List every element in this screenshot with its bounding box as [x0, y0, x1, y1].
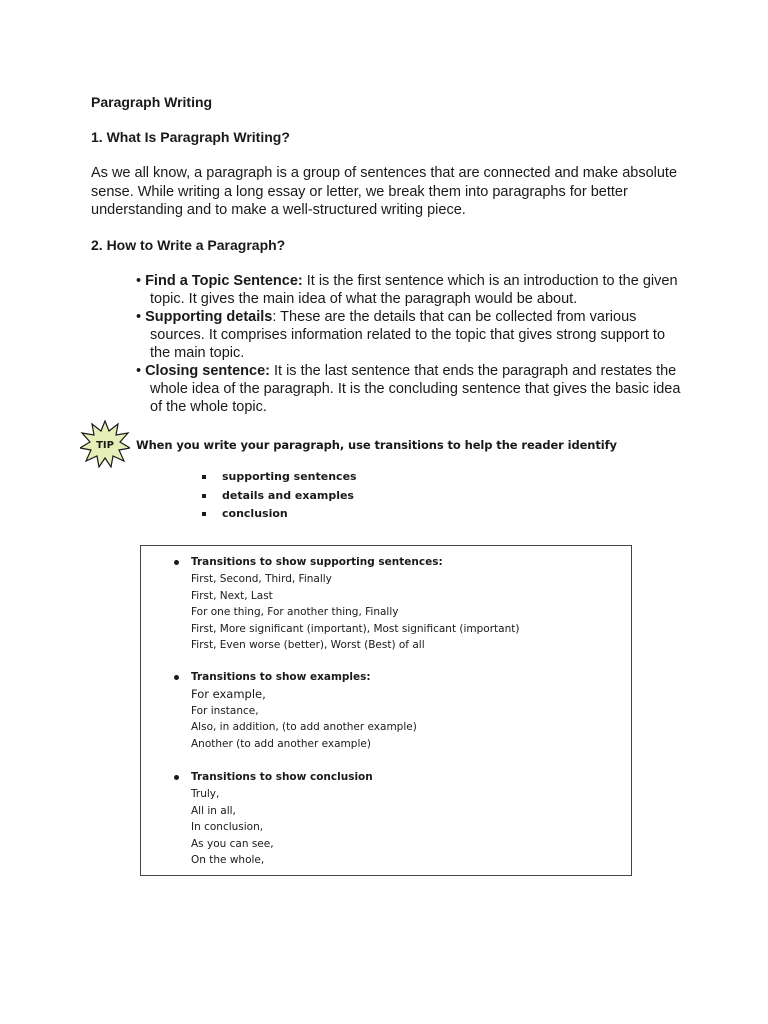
transition-item: Another (to add another example) — [191, 737, 371, 750]
section-heading-how-to: 2. How to Write a Paragraph? — [91, 237, 286, 253]
intro-paragraph: As we all know, a paragraph is a group of sentences that are connected and make absolute sense. While writing a long essay or letter, we break them into paragraphs for better understanding and to make a well-structured writing piece. — [91, 165, 678, 218]
list-item: conclusion — [200, 505, 357, 524]
transition-item: Also, in addition, (to add another example) — [191, 721, 417, 733]
transition-group-conclusion — [141, 769, 631, 869]
list-item-term: Supporting details — [145, 309, 273, 325]
list-item-term: Find a Topic Sentence: — [145, 273, 303, 289]
transition-group-examples — [141, 669, 631, 752]
list-item — [126, 362, 686, 416]
transition-group-heading: Transitions to show conclusion — [141, 769, 631, 786]
tip-text: When you write your paragraph, use transitions to help the reader identify — [136, 438, 617, 452]
transition-group-heading: Transitions to show supporting sentences: — [141, 554, 631, 571]
list-item-text: : These are the details that can be collected from various sources. It comprises information related to the topic that gives strong support to the main topic. — [150, 309, 666, 361]
tip-starburst-icon — [80, 420, 130, 468]
steps-list — [126, 272, 686, 416]
transition-group-heading: Transitions to show examples: — [141, 669, 631, 686]
section-heading-what-is: 1. What Is Paragraph Writing? — [91, 129, 290, 145]
transition-item: First, Even worse (better), Worst (Best) of all — [191, 639, 425, 651]
transition-item: Truly, — [191, 788, 220, 800]
list-item — [126, 272, 686, 308]
tip-list — [200, 468, 357, 524]
list-item — [126, 308, 686, 362]
transition-item: As you can see, — [191, 837, 274, 850]
list-item: supporting sentences — [200, 468, 357, 487]
transition-item: First, Next, Last — [191, 589, 273, 602]
list-item-term: Closing sentence: — [145, 363, 270, 379]
list-item-text: It is the last sentence that ends the paragraph and restates the whole idea of the paragraph. It is the concluding sentence that gives the basic idea of the whole topic. — [150, 363, 681, 415]
transitions-box — [140, 545, 632, 876]
transition-item: First, Second, Third, Finally — [191, 573, 332, 585]
transition-item: In conclusion, — [191, 821, 264, 833]
transition-group-supporting — [141, 554, 631, 654]
transition-item: First, More significant (important), Most significant (important) — [191, 622, 520, 635]
list-item-text: It is the first sentence which is an introduction to the given topic. It gives the main idea of what the paragraph would be about. — [150, 273, 678, 307]
transition-item: For instance, — [191, 704, 259, 717]
list-item: details and examples — [200, 487, 357, 506]
transition-item: For example, — [191, 687, 266, 701]
tip-badge-label: TIP — [96, 440, 114, 451]
transition-item: All in all, — [191, 804, 236, 817]
page-title: Paragraph Writing — [91, 94, 213, 110]
transition-item: For one thing, For another thing, Finally — [191, 606, 399, 618]
transition-item: On the whole, — [191, 854, 265, 866]
